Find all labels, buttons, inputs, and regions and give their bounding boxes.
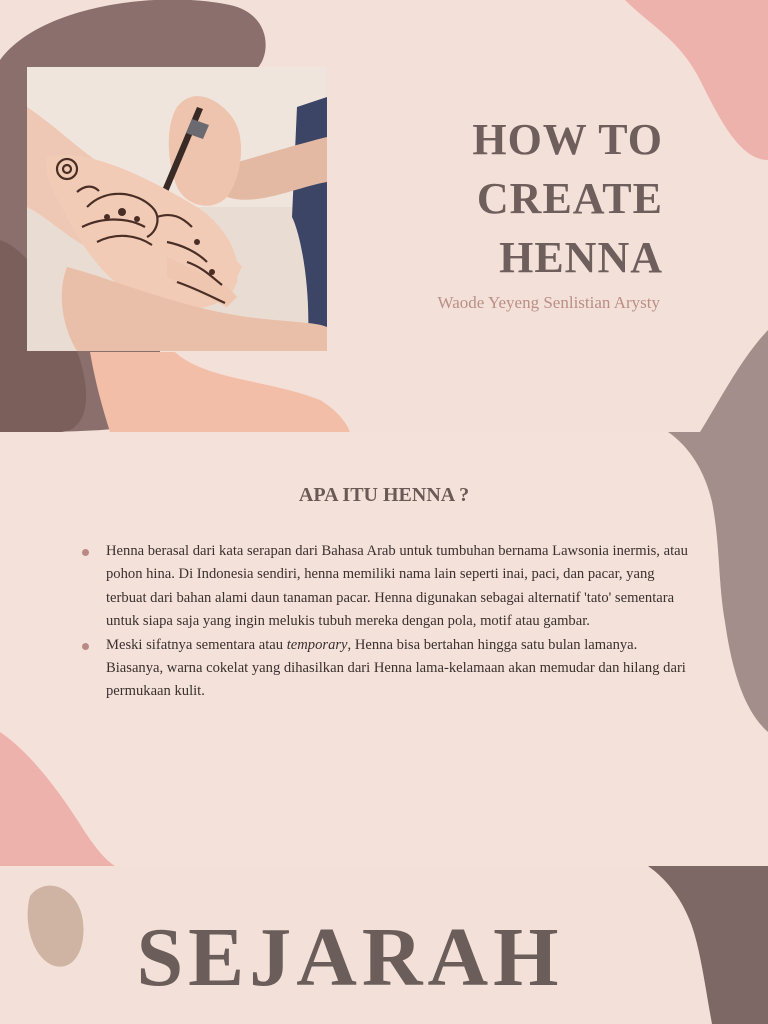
list-item — [106, 634, 696, 704]
bullet-text-start: Meski sifatnya sementara atau — [106, 636, 287, 653]
presentation-title — [472, 110, 663, 287]
title-line-2: CREATE — [476, 174, 663, 223]
henna-hand-photo — [27, 67, 327, 351]
bullet-emphasis: temporary — [286, 636, 348, 653]
grey-blob — [700, 330, 768, 432]
history-slide — [0, 866, 768, 1024]
title-slide — [0, 0, 768, 432]
bullet-text-end: , Henna bisa bertahan hingga satu bulan lamanya. Biasanya, warna cokelat yang dihasilkan dari Henna lama-kelamaan akan memudar dan hilang dari permukaan kulit. — [106, 636, 686, 700]
peach-blob — [90, 352, 350, 432]
bullet-icon — [82, 549, 89, 556]
bullet-icon — [82, 643, 89, 650]
bullet-list — [106, 540, 696, 704]
section-title-sejarah: SEJARAH — [136, 911, 564, 1004]
author-name: Waode Yeyeng Senlistian Arysty — [437, 293, 660, 312]
title-line-3: HENNA — [499, 233, 663, 282]
section-title: APA ITU HENNA ? — [298, 484, 470, 506]
title-line-1: HOW TO — [472, 115, 663, 164]
definition-slide — [0, 432, 768, 866]
bullet-text: Henna berasal dari kata serapan dari Bahasa Arab untuk tumbuhan bernama Lawsonia inermis, atau pohon hina. Di Indonesia sendiri, henna memiliki nama lain seperti inai, paci, dan pacar, yang terbuat dari bahan alami daun tanaman pacar. Henna digunakan sebagai alternatif 'tato' sementara untuk siapa saja yang ingin melukis tubuh mereka dengan pola, motif atau gambar. — [106, 543, 688, 630]
pink-corner-blob — [0, 732, 115, 866]
list-item — [106, 540, 696, 634]
